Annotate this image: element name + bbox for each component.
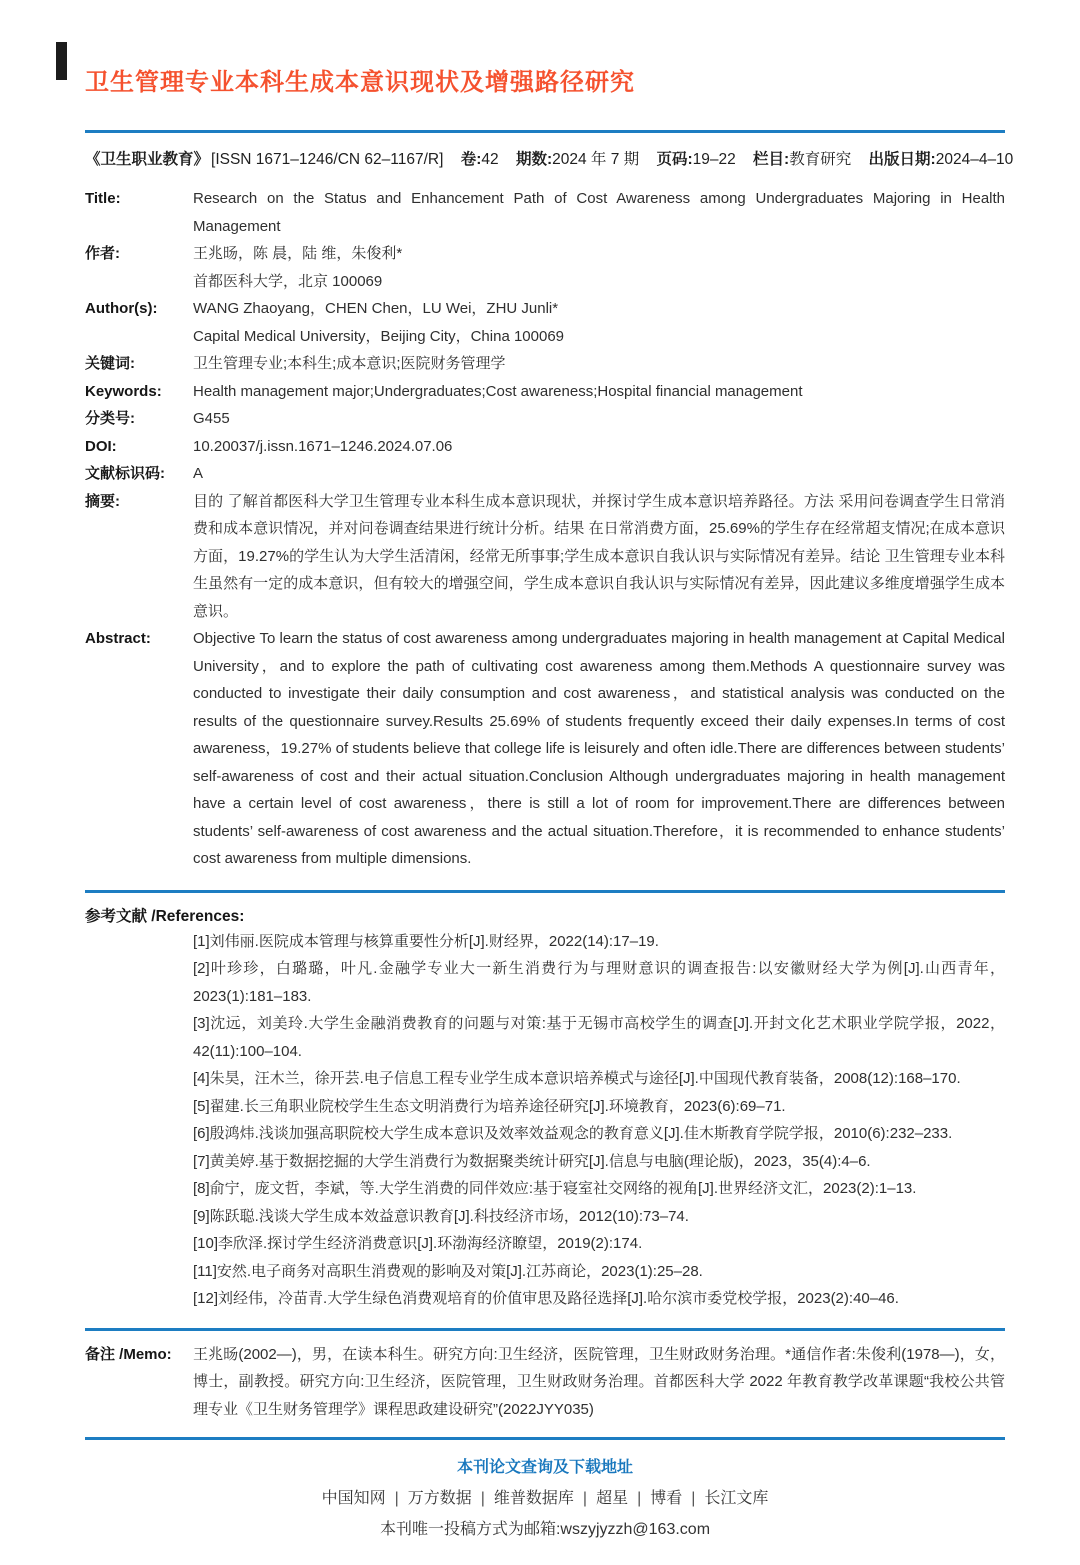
journal-info-bar: [85, 147, 1014, 169]
journal-volume: 卷:42: [460, 151, 499, 168]
journal-column: 栏目:教育研究: [753, 151, 852, 168]
memo-text: 王兆旸(2002—)，男，在读本科生。研究方向:卫生经济，医院管理，卫生财政财务治理。*通信作者:朱俊利(1978—)，女，博士，副教授。研究方向:卫生经济，医院管理，卫生财政财务治理。首都医科大学 2022 年教育教学改革课题“我校公共管理专业《卫生财务管理学》课程思政建设研究”(2022JYY035): [193, 1345, 1005, 1418]
row-keywords-en: [85, 378, 1005, 406]
value-abstract-en: Objective To learn the status of cost awareness among undergraduates majoring in health management at Capital Medical University，and to explore the path of cultivating cost awareness among them.Methods A questionnaire survey was conducted to investigate their daily consumption and cost awareness，and statistical analysis was conducted on the results of the questionnaire survey.Results 25.69% of students frequently exceed their daily expenses.In terms of cost awareness，19.27% of students believe that college life is leisurely and often idle.There are differences between students’ self-awareness of cost and their actual situation.Conclusion Although undergraduates majoring in health management have a certain level of cost awareness，there is still a lot of room for improvement.There are differences between students’ self-awareness of cost awareness and the actual situation.Therefore，it is recommended to enhance students’ cost awareness from multiple dimensions.: [193, 630, 1005, 867]
separator: |: [637, 1490, 642, 1507]
reference-item: [3]沈远，刘美玲.大学生金融消费教育的问题与对策:基于无锡市高校学生的调查[J].开封文化艺术职业学院学报，2022，42(11):100–104.: [193, 1015, 1005, 1060]
separator: |: [394, 1490, 399, 1507]
row-authors-cn: [85, 240, 1005, 295]
footer-submission-email: 本刊唯一投稿方式为邮箱:wszyjyzzh@163.com: [379, 1521, 711, 1538]
journal-pages: 页码:19–22: [656, 151, 736, 168]
reference-item: [11]安然.电子商务对高职生消费观的影响及对策[J].江苏商论，2023(1):25–28.: [193, 1262, 703, 1280]
scan-artifact-mark: [56, 42, 67, 80]
journal-pubdate: 出版日期:2024–4–10: [868, 151, 1014, 168]
label-document-code: 文献标识码:: [85, 465, 165, 482]
references-heading: 参考文献 /References:: [85, 907, 245, 925]
separator: |: [480, 1490, 485, 1507]
row-authors-en: [85, 295, 1005, 350]
value-document-code: A: [193, 465, 204, 482]
value-abstract-cn: 目的 了解首都医科大学卫生管理专业本科生成本意识现状，并探讨学生成本意识培养路径。方法 采用问卷调查学生日常消费和成本意识情况，并对问卷调查结果进行统计分析。结果 在日常消费方面，25.69%的学生存在经常超支情况;在成本意识方面，19.27%的学生认为大学生活清闲，经常无所事事;学生成本意识自我认识与实际情况有差异。结论 卫生管理专业本科生虽然有一定的成本意识，但有较大的增强空间，学生成本意识自我认识与实际情况有差异，因此建议多维度增强学生成本意识。: [193, 492, 1005, 620]
database-name: 长江文库: [704, 1490, 769, 1507]
value-title-en: Research on the Status and Enhancement Path of Cost Awareness among Undergraduates Majoring in Health Management: [193, 190, 1005, 235]
reference-item: [1]刘伟丽.医院成本管理与核算重要性分析[J].财经界，2022(14):17–19.: [193, 932, 659, 950]
references-section: [85, 904, 1005, 1313]
footer-database-list: [85, 1485, 1005, 1508]
row-keywords-cn: [85, 350, 1005, 378]
article-title: 卫生管理专业本科生成本意识现状及增强路径研究: [85, 69, 635, 96]
separator: |: [691, 1490, 696, 1507]
divider-memo: [85, 1328, 1005, 1331]
value-classification: G455: [193, 410, 230, 427]
label-authors-cn: 作者:: [85, 245, 120, 262]
label-authors-en: Author(s):: [85, 300, 158, 317]
row-document-code: [85, 460, 1005, 488]
database-name: 万方数据: [407, 1490, 472, 1507]
label-doi: DOI:: [85, 437, 117, 455]
value-authors-cn: [193, 240, 1005, 295]
memo-section: [85, 1341, 1005, 1424]
database-name: 维普数据库: [493, 1490, 574, 1507]
row-doi: [85, 433, 1005, 461]
database-name: 中国知网: [321, 1490, 386, 1507]
authors-en-names: WANG Zhaoyang，CHEN Chen，LU Wei，ZHU Junli*: [193, 300, 559, 317]
reference-item: [2]叶珍珍，白璐璐，叶凡.金融学专业大一新生消费行为与理财意识的调查报告:以安徽财经大学为例[J].山西青年，2023(1):181–183.: [193, 960, 1005, 1005]
value-keywords-en: Health management major;Undergraduates;Cost awareness;Hospital financial management: [193, 382, 803, 400]
label-keywords-cn: 关键词:: [85, 355, 135, 372]
divider-references: [85, 890, 1005, 893]
label-classification: 分类号:: [85, 410, 135, 427]
row-title-en: [85, 185, 1005, 240]
footer-heading: 本刊论文查询及下载地址: [456, 1459, 633, 1476]
metadata-section: [85, 185, 1005, 873]
reference-item: [7]黄美婷.基于数据挖掘的大学生消费行为数据聚类统计研究[J].信息与电脑(理论版)，2023，35(4):4–6.: [193, 1152, 871, 1170]
label-abstract-cn: 摘要:: [85, 492, 120, 510]
reference-item: [8]俞宁，庞文哲，李斌，等.大学生消费的同伴效应:基于寝室社交网络的视角[J].世界经济文汇，2023(2):1–13.: [193, 1180, 917, 1197]
footer-section: [85, 1454, 1005, 1539]
authors-cn-names: 王兆旸，陈 晨，陆 维，朱俊利*: [193, 245, 403, 262]
row-classification: [85, 405, 1005, 433]
database-name: 博看: [650, 1490, 683, 1507]
references-list: [193, 928, 1005, 1313]
memo-label: 备注 /Memo:: [85, 1345, 172, 1363]
journal-issn: [ISSN 1671–1246/CN 62–1167/R]: [211, 151, 444, 168]
journal-name: 《卫生职业教育》: [85, 151, 210, 168]
authors-en-affiliation: Capital Medical University，Beijing City，China 100069: [193, 327, 565, 345]
reference-item: [4]朱昊，汪木兰，徐开芸.电子信息工程专业学生成本意识培养模式与途径[J].中国现代教育装备，2008(12):168–170.: [193, 1070, 961, 1087]
reference-item: [12]刘经伟，冷苗青.大学生绿色消费观培育的价值审思及路径选择[J].哈尔滨市委党校学报，2023(2):40–46.: [193, 1290, 899, 1307]
reference-item: [6]殷鸿炜.浅谈加强高职院校大学生成本意识及效率效益观念的教育意义[J].佳木斯教育学院学报，2010(6):232–233.: [193, 1125, 953, 1142]
value-doi: 10.20037/j.issn.1671–1246.2024.07.06: [193, 437, 453, 455]
reference-item: [9]陈跃聪.浅谈大学生成本效益意识教育[J].科技经济市场，2012(10):73–74.: [193, 1207, 689, 1225]
label-abstract-en: Abstract:: [85, 630, 151, 647]
journal-issue: 期数:2024 年 7 期: [515, 151, 640, 168]
database-name: 超星: [596, 1490, 629, 1507]
reference-item: [5]翟建.长三角职业院校学生生态文明消费行为培养途径研究[J].环境教育，2023(6):69–71.: [193, 1097, 786, 1115]
separator: |: [582, 1490, 588, 1507]
row-abstract-en: [85, 625, 1005, 873]
label-keywords-en: Keywords:: [85, 382, 162, 400]
divider-header: [85, 130, 1005, 133]
reference-item: [10]李欣泽.探讨学生经济消费意识[J].环渤海经济瞭望，2019(2):174.: [193, 1235, 643, 1252]
authors-cn-affiliation: 首都医科大学，北京 100069: [193, 272, 383, 290]
label-title: Title:: [85, 190, 121, 207]
divider-footer: [85, 1437, 1005, 1440]
value-authors-en: [193, 295, 1005, 350]
row-abstract-cn: [85, 488, 1005, 626]
value-keywords-cn: 卫生管理专业;本科生;成本意识;医院财务管理学: [193, 355, 506, 372]
